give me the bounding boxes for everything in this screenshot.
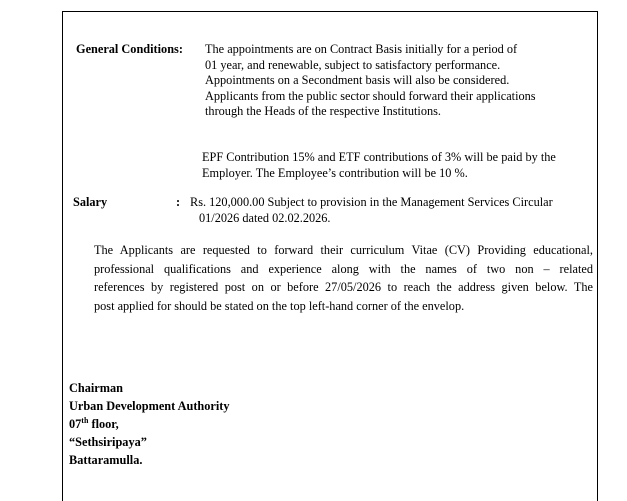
address-chairman: Chairman bbox=[69, 381, 123, 395]
address-floor bbox=[69, 415, 230, 433]
address-block bbox=[69, 379, 230, 469]
general-conditions-text bbox=[205, 42, 536, 120]
epf-line: EPF Contribution 15% and ETF contributions of 3% will be paid by the bbox=[202, 150, 556, 164]
application-line: professional qualifications and experience along with the names of two non – related bbox=[94, 261, 593, 276]
general-conditions-line: through the Heads of the respective Institutions. bbox=[205, 104, 441, 118]
address-city: Battaramulla. bbox=[69, 453, 143, 467]
floor-number: 07 bbox=[69, 417, 82, 431]
application-line: references by registered post on or before 27/05/2026 to reach the address given below. The bbox=[94, 280, 593, 294]
application-line: The Applicants are requested to forward their curriculum Vitae (CV) Providing educational, bbox=[94, 243, 593, 257]
address-building: “Sethsiripaya” bbox=[69, 435, 147, 449]
salary-line: 01/2026 dated 02.02.2026. bbox=[199, 211, 331, 225]
general-conditions-line: The appointments are on Contract Basis initially for a period of bbox=[205, 42, 518, 56]
general-conditions-line: 01 year, and renewable, subject to satisfactory performance. bbox=[205, 57, 501, 72]
general-conditions-label: General Conditions: bbox=[76, 42, 183, 56]
general-conditions-line: Appointments on a Secondment basis will also be considered. bbox=[205, 73, 510, 87]
salary-label: Salary bbox=[73, 195, 108, 209]
salary-line: Rs. 120,000.00 Subject to provision in the Management Services Circular bbox=[190, 195, 553, 209]
epf-etf-text bbox=[202, 150, 556, 182]
floor-word: floor, bbox=[88, 417, 119, 431]
floor-suffix: th bbox=[81, 416, 89, 425]
salary-text bbox=[190, 195, 553, 227]
salary-colon: : bbox=[176, 195, 181, 209]
address-organization: Urban Development Authority bbox=[69, 399, 230, 413]
epf-line: Employer. The Employee’s contribution will be 10 %. bbox=[202, 166, 468, 180]
application-line: post applied for should be stated on the top left-hand corner of the envelop. bbox=[94, 298, 465, 313]
general-conditions-line: Applicants from the public sector should forward their applications bbox=[205, 88, 536, 103]
application-paragraph bbox=[94, 241, 593, 315]
